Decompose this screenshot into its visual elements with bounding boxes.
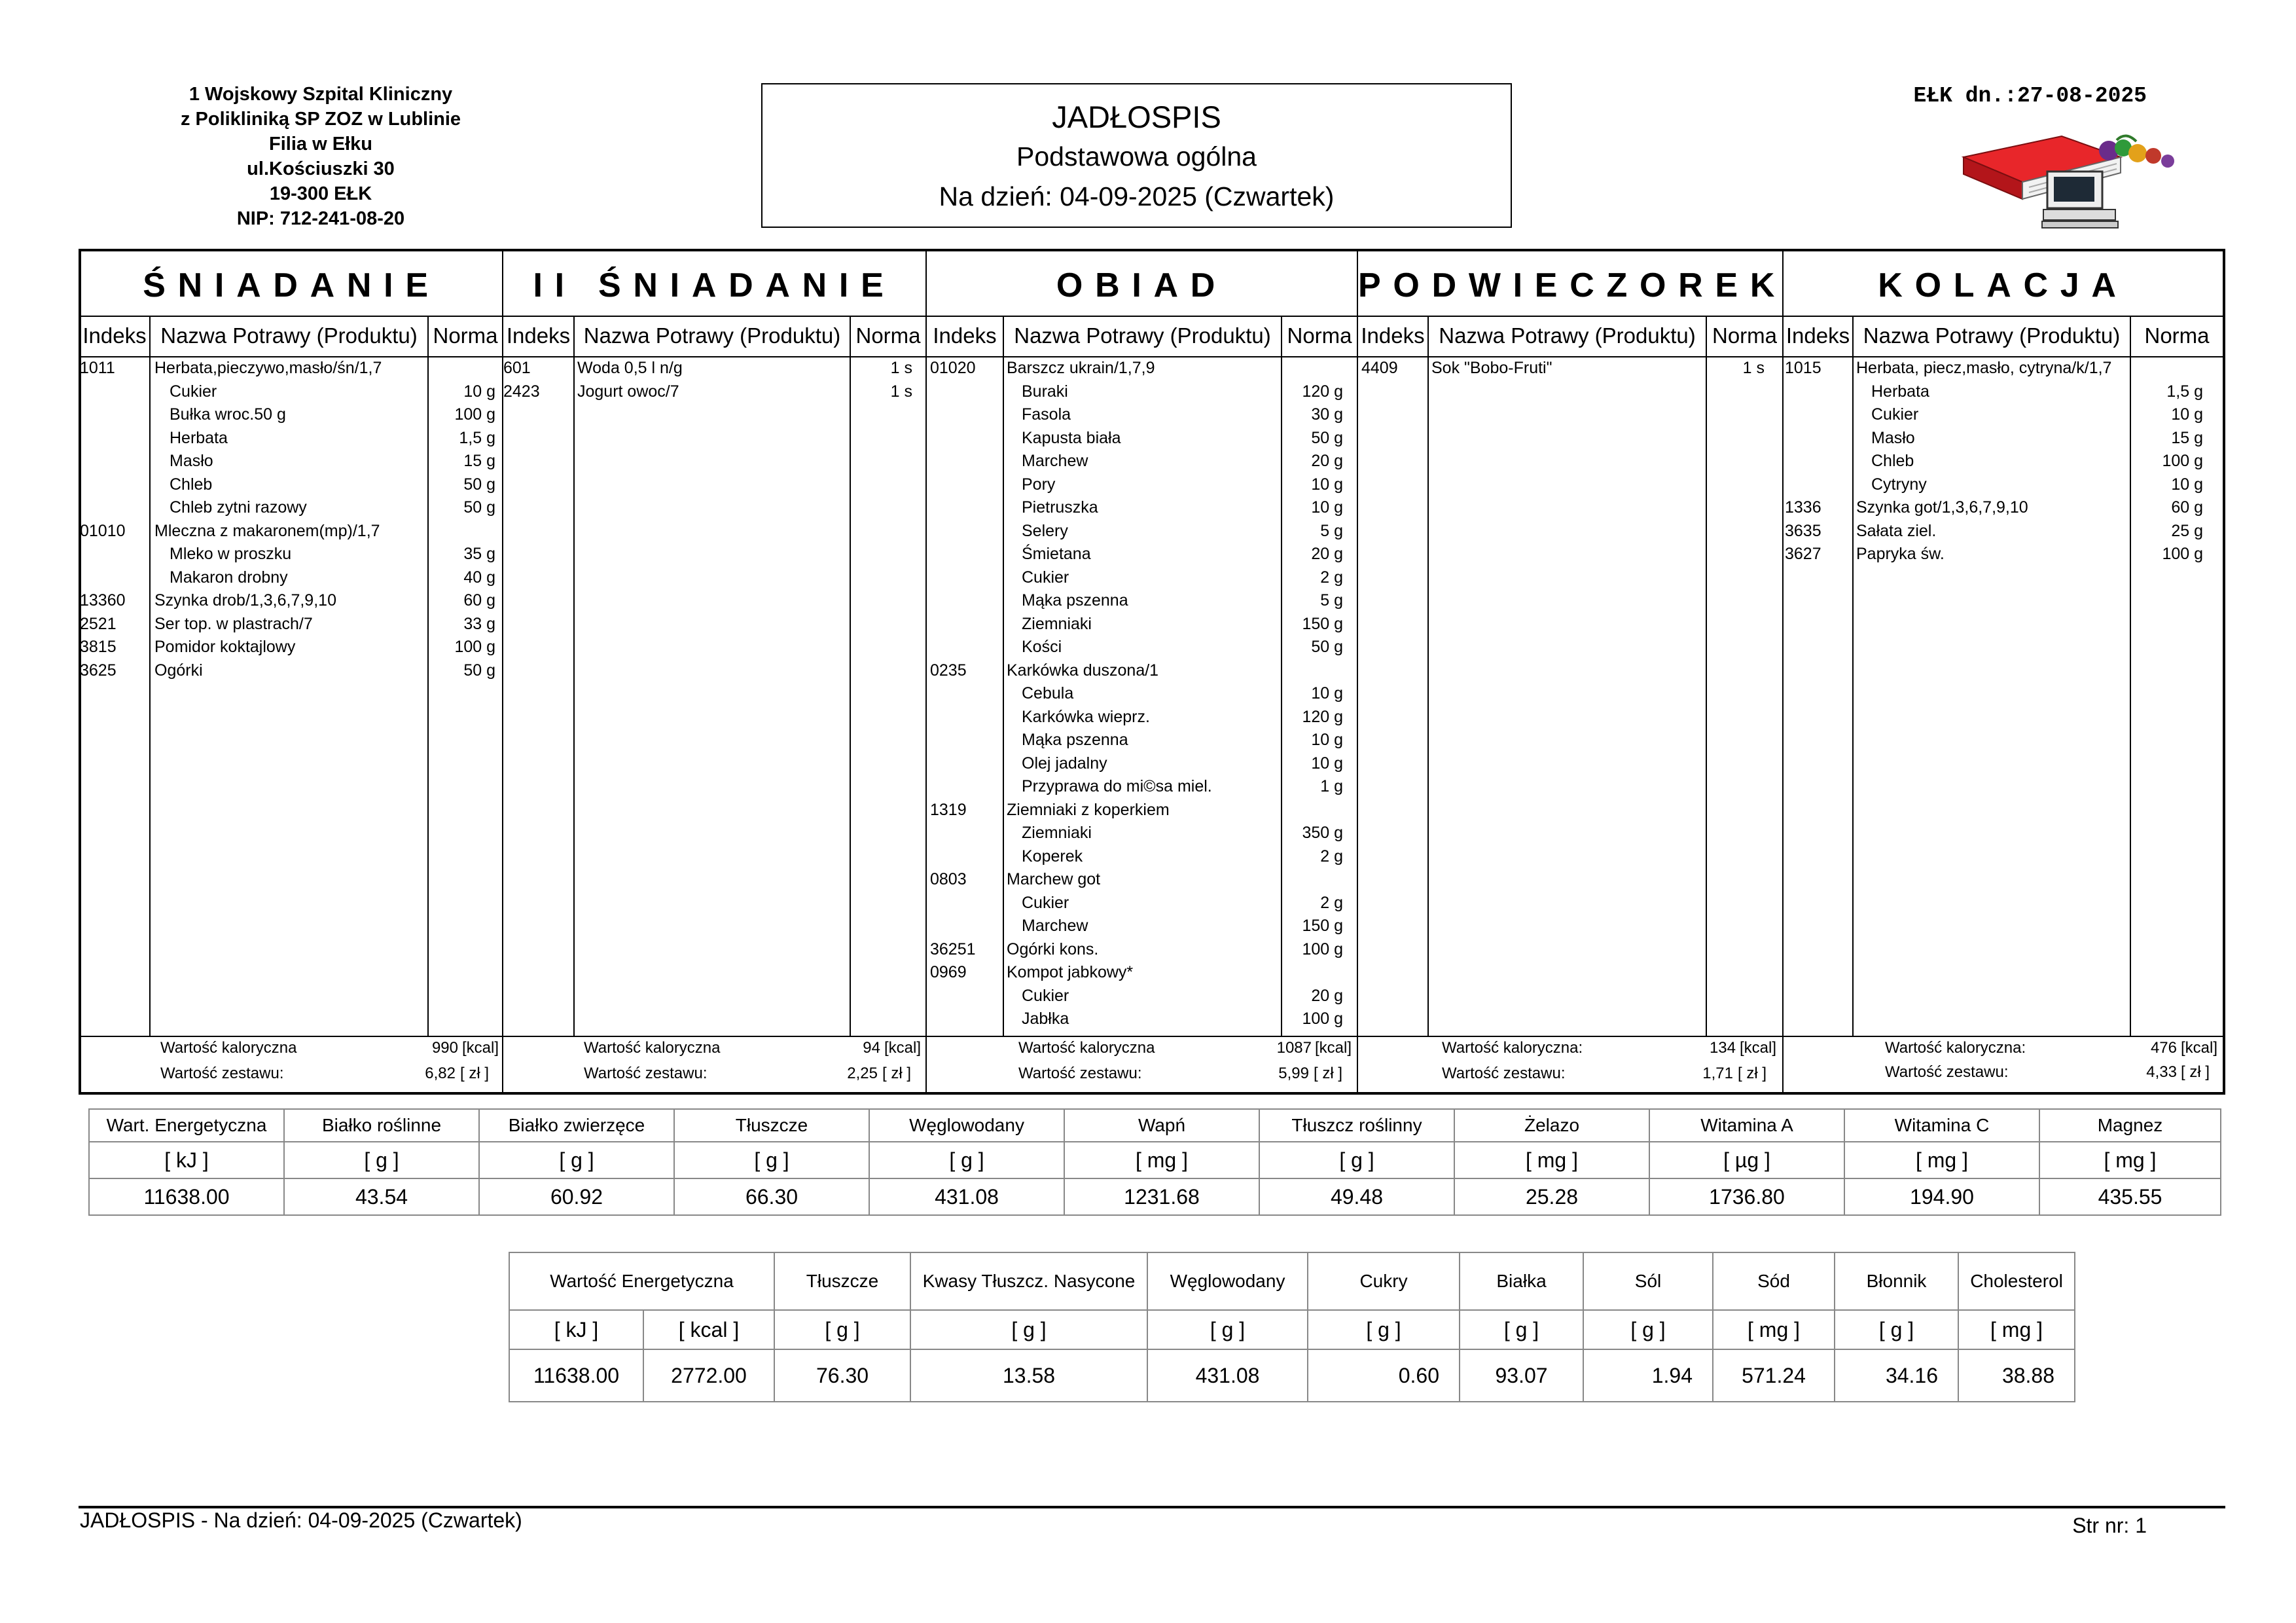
- price-label: Wartość zestawu:: [1885, 1063, 2009, 1081]
- nutrient-value: 25.28: [1454, 1178, 1649, 1215]
- divider: [1852, 316, 1854, 1036]
- nutrient-header: Kwasy Tłuszcz. Nasycone: [910, 1252, 1147, 1310]
- calorie-label: Wartość kaloryczna:: [1442, 1039, 1583, 1057]
- divider: [149, 316, 151, 1036]
- item-norm: 60 g: [2171, 498, 2203, 517]
- column-header-norm: Norma: [855, 323, 921, 348]
- divider: [925, 249, 927, 1095]
- item-norm: 1 g: [1320, 777, 1343, 795]
- nutrient-header: Sód: [1713, 1252, 1835, 1310]
- institution-line: ul.Kościuszki 30: [247, 158, 395, 179]
- item-norm: [423, 357, 495, 380]
- section-heading: OBIAD: [1056, 266, 1228, 304]
- item-norm: 10 g: [1311, 754, 1343, 773]
- nutrient-header: Żelazo: [1454, 1109, 1649, 1142]
- item-name: Ogórki: [154, 661, 203, 680]
- item-norm: 50 g: [463, 498, 495, 517]
- price-value: 2,25: [847, 1065, 878, 1082]
- item-index: 0235: [930, 661, 967, 680]
- item-name: Cebula: [1022, 684, 1074, 702]
- item-norm: 20 g: [1311, 452, 1343, 470]
- calorie-label: Wartość kaloryczna: [160, 1039, 297, 1057]
- item-name: Herbata: [170, 428, 228, 447]
- item-name: Sałata ziel.: [1856, 521, 1937, 540]
- item-norm: 60 g: [463, 591, 495, 610]
- item-norm: 20 g: [1311, 986, 1343, 1005]
- item-name: Cukier: [1022, 568, 1069, 587]
- nutrient-unit: [ mg ]: [1454, 1142, 1649, 1178]
- item-norm: 100 g: [2162, 452, 2203, 470]
- column-header-index: Indeks: [82, 323, 147, 348]
- divider: [850, 316, 851, 1036]
- item-norm: [2131, 357, 2203, 380]
- item-name: Chleb zytni razowy: [170, 498, 307, 517]
- item-norm: [1271, 357, 1343, 380]
- nutrient-header: Wapń: [1064, 1109, 1259, 1142]
- price-label: Wartość zestawu:: [160, 1065, 284, 1082]
- nutrient-value: 66.30: [674, 1178, 869, 1215]
- calorie-unit: [kcal]: [884, 1039, 922, 1057]
- calorie-unit: [kcal]: [1315, 1039, 1352, 1057]
- item-norm: 10 g: [1311, 475, 1343, 494]
- item-name: Ziemniaki: [1022, 614, 1092, 633]
- nutrient-unit: [ mg ]: [1064, 1142, 1259, 1178]
- price-label: Wartość zestawu:: [1018, 1065, 1142, 1082]
- nutrition-table-label: [509, 1252, 2075, 1402]
- nutrient-value: 43.54: [284, 1178, 479, 1215]
- nutrient-header: Tłuszcze: [774, 1252, 910, 1310]
- item-norm: 120 g: [1302, 382, 1343, 401]
- nutrient-header: Wartość Energetyczna: [509, 1252, 774, 1310]
- item-name: Mąka pszenna: [1022, 591, 1128, 610]
- divider: [1706, 316, 1707, 1036]
- item-norm: 100 g: [2162, 545, 2203, 563]
- menu-date: Na dzień: 04-09-2025 (Czwartek): [939, 181, 1335, 211]
- price-label: Wartość zestawu:: [1442, 1065, 1566, 1082]
- item-norm: 10 g: [1311, 498, 1343, 517]
- column-header-name: Nazwa Potrawy (Produktu): [583, 323, 841, 348]
- price-unit: [ zł ]: [882, 1065, 912, 1082]
- column-header-index: Indeks: [1361, 323, 1425, 348]
- nutrient-unit: [ g ]: [869, 1142, 1064, 1178]
- item-index: 0803: [930, 870, 967, 888]
- item-norm: 10 g: [2171, 475, 2203, 494]
- nutrient-value: 0.60: [1308, 1349, 1460, 1402]
- item-name: Ziemniaki z koperkiem: [1007, 800, 1170, 819]
- item-norm: 150 g: [1302, 917, 1343, 935]
- item-name: Szynka drob/1,3,6,7,9,10: [154, 591, 336, 610]
- item-name: Śmietana: [1022, 545, 1091, 563]
- calorie-value: 990: [431, 1039, 458, 1057]
- nutrition-header-row: [89, 1109, 2221, 1142]
- item-name: Cytryny: [1871, 475, 1927, 494]
- item-name: Mąka pszenna: [1022, 731, 1128, 749]
- book-computer-fruit-icon: [1957, 131, 2179, 229]
- nutrient-value: 13.58: [910, 1349, 1147, 1402]
- item-name: Chleb: [170, 475, 213, 494]
- item-norm: 350 g: [1302, 824, 1343, 842]
- item-name: Kości: [1022, 638, 1062, 656]
- column-header-norm: Norma: [2144, 323, 2210, 348]
- divider: [1003, 316, 1004, 1036]
- nutrient-unit: [ mg ]: [1713, 1310, 1835, 1349]
- price-value: 6,82: [425, 1065, 456, 1082]
- column-header-name: Nazwa Potrawy (Produktu): [1863, 323, 2121, 348]
- price-unit: [ zł ]: [460, 1065, 490, 1082]
- item-index: 01010: [80, 521, 126, 540]
- item-norm: 10 g: [2171, 405, 2203, 424]
- institution-line: Filia w Ełku: [269, 134, 372, 155]
- nutrition-value-row: [89, 1178, 2221, 1215]
- item-index: 01020: [930, 359, 976, 377]
- nutrient-value: 431.08: [1147, 1349, 1308, 1402]
- nutrient-unit: [ g ]: [1147, 1310, 1308, 1349]
- item-norm: 40 g: [463, 568, 495, 587]
- institution-line: 19-300 EŁK: [269, 183, 372, 204]
- item-index: 3627: [1785, 545, 1821, 563]
- price-value: 1,71: [1702, 1065, 1733, 1082]
- price-label: Wartość zestawu:: [584, 1065, 708, 1082]
- diet-name: Podstawowa ogólna: [1016, 141, 1257, 172]
- calorie-label: Wartość kaloryczna:: [1885, 1039, 2026, 1057]
- price-unit: [ zł ]: [1738, 1065, 1767, 1082]
- item-norm: 100 g: [454, 638, 495, 656]
- item-norm: 25 g: [2171, 521, 2203, 540]
- item-norm: 1 s: [890, 359, 912, 377]
- nutrient-value: 1231.68: [1064, 1178, 1259, 1215]
- section-heading: ŚNIADANIE: [143, 266, 440, 304]
- footer-title: JADŁOSPIS - Na dzień: 04-09-2025 (Czwartek): [80, 1508, 522, 1532]
- title-box: [761, 83, 1512, 228]
- item-name: Herbata: [1871, 382, 1929, 401]
- nutrient-unit: [ g ]: [479, 1142, 674, 1178]
- nutrient-unit: [ g ]: [774, 1310, 910, 1349]
- nutrient-value: 571.24: [1713, 1349, 1835, 1402]
- calorie-unit: [kcal]: [462, 1039, 499, 1057]
- item-norm: 150 g: [1302, 614, 1343, 633]
- column-header-name: Nazwa Potrawy (Produktu): [1014, 323, 1271, 348]
- nutrition-value-row: [509, 1349, 2075, 1402]
- nutrient-unit: [ kcal ]: [643, 1310, 774, 1349]
- nutrient-unit: [ g ]: [1460, 1310, 1583, 1349]
- divider: [79, 316, 2225, 317]
- nutrient-value: 76.30: [774, 1349, 910, 1402]
- institution-line: NIP: 712-241-08-20: [236, 208, 405, 229]
- price-unit: [ zł ]: [2181, 1063, 2210, 1081]
- item-norm: [1271, 868, 1343, 892]
- item-name: Cukier: [1022, 986, 1069, 1005]
- price-value: 4,33: [2146, 1063, 2177, 1081]
- item-norm: 30 g: [1311, 405, 1343, 424]
- item-norm: [423, 520, 495, 543]
- nutrient-unit: [ g ]: [1308, 1310, 1460, 1349]
- item-index: 3815: [80, 638, 117, 656]
- column-header-norm: Norma: [433, 323, 498, 348]
- column-header-index: Indeks: [506, 323, 571, 348]
- item-name: Pory: [1022, 475, 1056, 494]
- item-norm: 50 g: [1311, 638, 1343, 656]
- item-norm: 100 g: [454, 405, 495, 424]
- item-name: Ser top. w plastrach/7: [154, 614, 313, 633]
- item-norm: 5 g: [1320, 591, 1343, 610]
- item-name: Herbata,pieczywo,masło/śn/1,7: [154, 359, 382, 377]
- item-name: Papryka św.: [1856, 545, 1945, 563]
- item-name: Sok "Bobo-Fruti": [1431, 359, 1552, 377]
- nutrient-header: Wart. Energetyczna: [89, 1109, 284, 1142]
- divider: [573, 316, 575, 1036]
- nutrient-value: 11638.00: [509, 1349, 643, 1402]
- item-norm: [1271, 659, 1343, 683]
- item-norm: 10 g: [463, 382, 495, 401]
- item-norm: 100 g: [1302, 939, 1343, 958]
- item-index: 1015: [1785, 359, 1821, 377]
- calorie-value: 94: [863, 1039, 880, 1057]
- item-name: Cukier: [1871, 405, 1919, 424]
- nutrient-value: 11638.00: [89, 1178, 284, 1215]
- item-index: 4409: [1361, 359, 1398, 377]
- nutrient-unit: [ mg ]: [1844, 1142, 2039, 1178]
- nutrient-value: 2772.00: [643, 1349, 774, 1402]
- nutrient-unit: [ g ]: [674, 1142, 869, 1178]
- nutrient-value: 93.07: [1460, 1349, 1583, 1402]
- nutrient-unit: [ µg ]: [1649, 1142, 1844, 1178]
- item-norm: 1 s: [1742, 359, 1765, 377]
- item-name: Cukier: [170, 382, 217, 401]
- item-name: Pietruszka: [1022, 498, 1098, 517]
- page-title: JADŁOSPIS: [1052, 100, 1221, 134]
- item-name: Woda 0,5 l n/g: [577, 359, 683, 377]
- nutrient-header: Magnez: [2039, 1109, 2221, 1142]
- column-header-norm: Norma: [1712, 323, 1778, 348]
- nutrient-header: Cholesterol: [1958, 1252, 2075, 1310]
- item-index: 3625: [80, 661, 117, 680]
- calorie-label: Wartość kaloryczna: [584, 1039, 721, 1057]
- item-norm: 50 g: [463, 475, 495, 494]
- nutrient-unit: [ g ]: [1583, 1310, 1713, 1349]
- item-norm: 50 g: [463, 661, 495, 680]
- nutrient-value: 34.16: [1835, 1349, 1958, 1402]
- item-norm: 10 g: [1311, 684, 1343, 702]
- section-heading: II ŚNIADANIE: [533, 266, 896, 304]
- item-name: Marchew got: [1007, 870, 1101, 888]
- item-name: Cukier: [1022, 893, 1069, 912]
- page-number: Str nr: 1: [2072, 1514, 2147, 1537]
- item-name: Szynka got/1,3,6,7,9,10: [1856, 498, 2028, 517]
- column-header-name: Nazwa Potrawy (Produktu): [1439, 323, 1696, 348]
- nutrient-header: Węglowodany: [1147, 1252, 1308, 1310]
- nutrient-unit: [ kJ ]: [509, 1310, 643, 1349]
- nutrient-unit: [ g ]: [1835, 1310, 1958, 1349]
- item-norm: 100 g: [1302, 1010, 1343, 1028]
- column-header-index: Indeks: [1785, 323, 1850, 348]
- item-norm: 5 g: [1320, 521, 1343, 540]
- item-norm: 2 g: [1320, 847, 1343, 866]
- item-index: 0969: [930, 963, 967, 981]
- nutrient-value: 194.90: [1844, 1178, 2039, 1215]
- item-name: Jogurt owoc/7: [577, 382, 679, 401]
- nutrient-unit: [ mg ]: [2039, 1142, 2221, 1178]
- calorie-value: 1087: [1276, 1039, 1312, 1057]
- item-name: Kompot jabkowy*: [1007, 963, 1134, 981]
- item-name: Marchew: [1022, 917, 1088, 935]
- divider: [1357, 249, 1358, 1095]
- nutrition-table-main: [88, 1108, 2221, 1216]
- nutrient-value: 60.92: [479, 1178, 674, 1215]
- nutrient-header: Tłuszcz roślinny: [1259, 1109, 1454, 1142]
- item-name: Karkówka duszona/1: [1007, 661, 1159, 680]
- calorie-unit: [kcal]: [1740, 1039, 1777, 1057]
- item-index: 1319: [930, 800, 967, 819]
- item-name: Koperek: [1022, 847, 1083, 866]
- nutrient-header: Sól: [1583, 1252, 1713, 1310]
- item-name: Ziemniaki: [1022, 824, 1092, 842]
- item-norm: 1,5 g: [459, 428, 495, 447]
- item-name: Mleko w proszku: [170, 545, 292, 563]
- place-and-date: EŁK dn.:27-08-2025: [1913, 84, 2147, 108]
- item-norm: 50 g: [1311, 428, 1343, 447]
- item-name: Chleb: [1871, 452, 1914, 470]
- item-name: Pomidor koktajlowy: [154, 638, 296, 656]
- nutrient-unit: [ g ]: [1259, 1142, 1454, 1178]
- column-header-norm: Norma: [1287, 323, 1352, 348]
- nutrient-value: 1.94: [1583, 1349, 1713, 1402]
- item-norm: 33 g: [463, 614, 495, 633]
- item-norm: 2 g: [1320, 893, 1343, 912]
- item-name: Herbata, piecz,masło, cytryna/k/1,7: [1856, 359, 2112, 377]
- nutrition-unit-row: [509, 1310, 2075, 1349]
- item-index: 1011: [80, 359, 115, 377]
- price-value: 5,99: [1278, 1065, 1309, 1082]
- nutrient-header: Białko roślinne: [284, 1109, 479, 1142]
- nutrient-value: 38.88: [1958, 1349, 2075, 1402]
- item-index: 3635: [1785, 521, 1821, 540]
- price-unit: [ zł ]: [1314, 1065, 1343, 1082]
- item-norm: [1271, 799, 1343, 822]
- nutrient-value: 431.08: [869, 1178, 1064, 1215]
- item-index: 36251: [930, 939, 976, 958]
- nutrient-value: 435.55: [2039, 1178, 2221, 1215]
- item-index: 2423: [503, 382, 540, 401]
- item-norm: 120 g: [1302, 707, 1343, 726]
- column-header-index: Indeks: [933, 323, 997, 348]
- item-norm: 2 g: [1320, 568, 1343, 587]
- calorie-label: Wartość kaloryczna: [1018, 1039, 1155, 1057]
- nutrient-header: Witamina A: [1649, 1109, 1844, 1142]
- item-name: Buraki: [1022, 382, 1068, 401]
- item-norm: 15 g: [2171, 428, 2203, 447]
- institution-line: z Polikliniką SP ZOZ w Lublinie: [180, 109, 461, 130]
- item-name: Olej jadalny: [1022, 754, 1107, 773]
- nutrient-header: Tłuszcze: [674, 1109, 869, 1142]
- section-heading: KOLACJA: [1878, 266, 2128, 304]
- item-norm: 1,5 g: [2166, 382, 2203, 401]
- item-norm: 15 g: [463, 452, 495, 470]
- item-norm: 20 g: [1311, 545, 1343, 563]
- item-index: 13360: [80, 591, 126, 610]
- item-index: 601: [503, 359, 531, 377]
- divider: [1782, 249, 1784, 1095]
- item-name: Kapusta biała: [1022, 428, 1121, 447]
- nutrient-value: 49.48: [1259, 1178, 1454, 1215]
- nutrient-header: Cukry: [1308, 1252, 1460, 1310]
- item-index: 1336: [1785, 498, 1821, 517]
- item-name: Selery: [1022, 521, 1068, 540]
- item-norm: 1 s: [890, 382, 912, 401]
- section-heading: PODWIECZOREK: [1358, 266, 1787, 304]
- nutrition-unit-row: [89, 1142, 2221, 1178]
- nutrient-unit: [ g ]: [910, 1310, 1147, 1349]
- item-norm: 35 g: [463, 545, 495, 563]
- item-norm: [1271, 961, 1343, 985]
- institution-address: [118, 82, 524, 231]
- item-name: Przyprawa do mi©sa miel.: [1022, 777, 1212, 795]
- nutrient-unit: [ g ]: [284, 1142, 479, 1178]
- nutrient-header: Białko zwierzęce: [479, 1109, 674, 1142]
- nutrient-header: Witamina C: [1844, 1109, 2039, 1142]
- item-norm: 10 g: [1311, 731, 1343, 749]
- nutrient-header: Białka: [1460, 1252, 1583, 1310]
- item-name: Masło: [1871, 428, 1915, 447]
- nutrient-header: Węglowodany: [869, 1109, 1064, 1142]
- calorie-unit: [kcal]: [2181, 1039, 2218, 1057]
- nutrient-unit: [ mg ]: [1958, 1310, 2075, 1349]
- column-header-name: Nazwa Potrawy (Produktu): [160, 323, 418, 348]
- item-name: Mleczna z makaronem(mp)/1,7: [154, 521, 380, 540]
- item-name: Karkówka wieprz.: [1022, 707, 1150, 726]
- item-name: Marchew: [1022, 452, 1088, 470]
- nutrient-unit: [ kJ ]: [89, 1142, 284, 1178]
- item-name: Masło: [170, 452, 213, 470]
- nutrition-header-row: [509, 1252, 2075, 1310]
- institution-line: 1 Wojskowy Szpital Kliniczny: [188, 84, 453, 105]
- item-name: Fasola: [1022, 405, 1071, 424]
- calorie-value: 134: [1709, 1039, 1736, 1057]
- nutrient-header: Błonnik: [1835, 1252, 1958, 1310]
- nutrient-value: 1736.80: [1649, 1178, 1844, 1215]
- divider: [1427, 316, 1429, 1036]
- calorie-value: 476: [2150, 1039, 2177, 1057]
- item-name: Ogórki kons.: [1007, 939, 1099, 958]
- item-name: Makaron drobny: [170, 568, 288, 587]
- item-name: Jabłka: [1022, 1010, 1069, 1028]
- item-index: 2521: [80, 614, 117, 633]
- item-name: Bułka wroc.50 g: [170, 405, 286, 424]
- item-name: Barszcz ukrain/1,7,9: [1007, 359, 1155, 377]
